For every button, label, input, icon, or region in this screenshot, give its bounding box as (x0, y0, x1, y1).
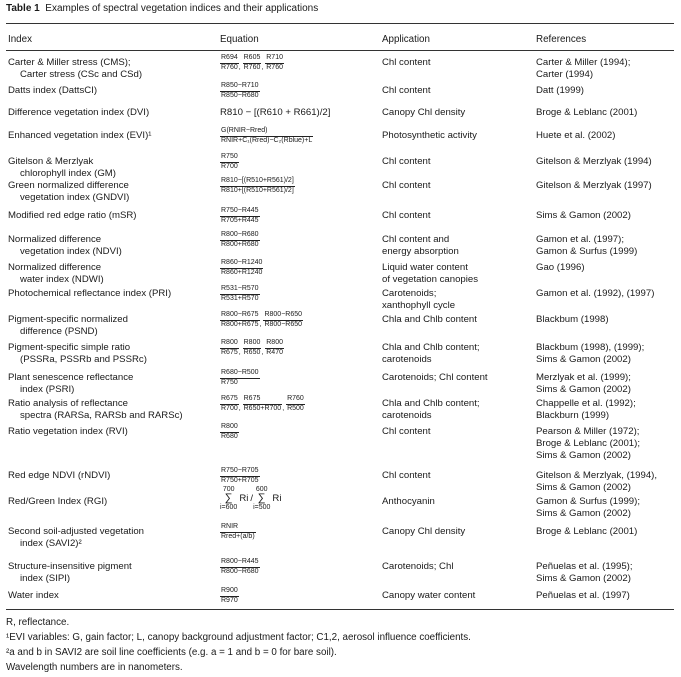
fraction-denominator: RNIR+C₁(Rred)−C₂(Rblue)+L (221, 136, 313, 144)
fraction-numerator: R800 (243, 339, 262, 349)
equation-cell (220, 153, 239, 171)
application-cell-line: Chla and Chlb content; (382, 342, 480, 353)
index-cell-line: Gitelson & Merzlyak (8, 156, 94, 167)
fraction-denominator: R970 (221, 596, 238, 604)
application-cell-line: Chl content (382, 180, 431, 191)
index-cell-line: Normalized difference (8, 262, 102, 273)
fraction (220, 467, 260, 485)
header-references: References (536, 34, 587, 45)
reference-cell-line: Broge & Leblanc (2001); (536, 438, 640, 449)
fraction-denominator: R650+R700 (243, 404, 282, 412)
sigma-icon: ∑ (257, 492, 266, 504)
index-cell-line: Second soil-adjusted vegetation (8, 526, 145, 537)
sum-term: Ri (239, 492, 249, 504)
reference-cell-line: Sims & Gamon (2002) (536, 384, 631, 395)
fraction (265, 339, 284, 357)
footnote-evi: ¹EVI variables: G, gain factor; L, canopy background adjustment factor; C1,2, aerosol influence coefficients. (6, 632, 471, 643)
fraction-numerator: R531−R570 (220, 285, 260, 295)
reference-cell-line: Blackburn (1999) (536, 410, 610, 421)
reference-cell-line: Carter & Miller (1994); (536, 57, 631, 68)
index-cell-line: (PSSRa, PSSRb and PSSRc) (20, 354, 147, 365)
equation-cell (220, 587, 239, 605)
index-cell-line: Difference vegetation index (DVI) (8, 107, 150, 118)
equation-cell (220, 107, 330, 118)
fraction (286, 395, 305, 413)
fraction-numerator: R800−R680 (220, 231, 260, 241)
fraction-numerator: R860−R1240 (220, 259, 263, 269)
fraction-numerator: R810−[(R510+R561)/2] (220, 177, 295, 187)
index-cell-line: vegetation index (NDVI) (20, 246, 122, 257)
fraction-denominator: R750 (221, 378, 238, 386)
application-cell-line: Liquid water content (382, 262, 468, 273)
fraction (220, 423, 239, 441)
fraction-denominator: Rred+(a/b) (221, 532, 255, 540)
reference-cell-line: Peñuelas et al. (1995); (536, 561, 633, 572)
index-cell-line: Green normalized difference (8, 180, 129, 191)
reference-cell-line: Blackbum (1998) (536, 314, 609, 325)
fraction-numerator: R750 (220, 153, 239, 163)
equation-cell: $\frac{R800}{R675}$ , $\frac{R800}{R650}$ , $\frac{R800}{R470}$ (221, 339, 283, 356)
index-cell-line: Ratio vegetation index (RVI) (8, 426, 128, 437)
index-cell-line: spectra (RARSa, RARSb and RARSc) (20, 410, 183, 421)
footnote-reflectance: R, reflectance. (6, 617, 70, 628)
index-cell-line: Normalized difference (8, 234, 102, 245)
equation-cell (220, 207, 260, 225)
reference-cell-line: Peñuelas et al. (1997) (536, 590, 630, 601)
equation-cell (220, 259, 263, 277)
application-cell-line: of vegetation canopies (382, 274, 479, 285)
index-cell-line: Modified red edge ratio (mSR) (8, 210, 137, 221)
index-cell-line: Enhanced vegetation index (EVI)¹ (8, 130, 152, 141)
fraction (220, 177, 295, 195)
application-cell-line: Chla and Chlb content; (382, 398, 480, 409)
bottom-rule (6, 609, 674, 610)
fraction (220, 54, 239, 72)
fraction (220, 259, 263, 277)
fraction (220, 285, 260, 303)
application-cell-line: Chl content (382, 426, 431, 437)
application-cell-line: Carotenoids; Chl content (382, 372, 488, 383)
table-label: Table 1 (6, 3, 40, 14)
index-cell-line: Red/Green Index (RGI) (8, 496, 108, 507)
application-cell-line: Chl content (382, 57, 431, 68)
fraction-numerator: R800−R445 (220, 558, 260, 568)
fraction-numerator: R800 (220, 423, 239, 433)
application-cell-line: Chl content (382, 85, 431, 96)
top-rule (6, 23, 674, 24)
fraction (243, 339, 262, 357)
sum-upper: 600 (255, 486, 268, 493)
index-cell-line: vegetation index (GNDVI) (20, 192, 130, 203)
equation-cell (220, 486, 283, 511)
fraction-denominator: R760 (243, 63, 261, 71)
fraction (220, 207, 260, 225)
fraction-numerator: R605 (243, 54, 262, 64)
fraction (263, 311, 303, 329)
application-cell-line: Canopy Chl density (382, 526, 466, 537)
application-cell-line: carotenoids (382, 354, 432, 365)
equation-cell (220, 467, 260, 485)
fraction-numerator: R694 (220, 54, 239, 64)
index-cell-line: Ratio analysis of reflectance (8, 398, 128, 409)
index-cell-line: Datts index (DattsCI) (8, 85, 98, 96)
fraction (220, 231, 260, 249)
fraction-numerator: G(RNIR−Rred) (220, 127, 313, 137)
application-cell-line: Photosynthetic activity (382, 130, 477, 141)
fraction-denominator: R700 (221, 162, 238, 170)
reference-cell-line: Sims & Gamon (2002) (536, 482, 631, 493)
fraction-denominator: R700 (221, 404, 238, 412)
application-cell-line: carotenoids (382, 410, 432, 421)
sigma-icon: ∑ (224, 492, 233, 504)
index-cell-line: Photochemical reflectance index (PRI) (8, 288, 172, 299)
fraction-denominator: R800−R650 (264, 320, 303, 328)
fraction (220, 395, 239, 413)
reference-cell-line: Datt (1999) (536, 85, 584, 96)
application-cell-line: Carotenoids; Chl (382, 561, 454, 572)
sum-term: Ri (272, 492, 282, 504)
fraction-numerator: RNIR (220, 523, 256, 533)
reference-cell-line: Sims & Gamon (2002) (536, 573, 631, 584)
index-cell-line: index (SAVI2)² (20, 538, 82, 549)
equation-cell (220, 558, 260, 576)
fraction-numerator: R710 (265, 54, 284, 64)
reference-cell-line: Gamon & Surfus (1999) (536, 246, 638, 257)
index-cell-line: Structure-insensitive pigment (8, 561, 132, 572)
fraction-numerator: R760 (286, 395, 305, 405)
application-cell-line: Canopy Chl density (382, 107, 466, 118)
application-cell-line: Anthocyanin (382, 496, 435, 507)
fraction (220, 127, 313, 145)
fraction (243, 395, 283, 413)
fraction-denominator: R680 (221, 432, 238, 440)
sum-separator: / (250, 492, 254, 504)
fraction (220, 311, 260, 329)
application-cell-line: Canopy water content (382, 590, 476, 601)
reference-cell-line: Gamon et al. (1997); (536, 234, 624, 245)
fraction-numerator: R850−R710 (220, 82, 260, 92)
fraction-denominator: R675 (221, 348, 238, 356)
fraction (265, 54, 284, 72)
equation-text: R810 − [(R610 + R661)/2] (220, 107, 331, 118)
reference-cell-line: Gitelson & Merzlyak (1994) (536, 156, 652, 167)
footnote-wavelength: Wavelength numbers are in nanometers. (6, 662, 183, 673)
fraction-denominator: R760 (221, 63, 238, 71)
reference-cell-line: Merzlyak et al. (1999); (536, 372, 631, 383)
application-cell-line: Chl content (382, 470, 431, 481)
fraction-denominator: R810+[(R510+R561)/2] (221, 186, 294, 194)
application-cell-line: Chl content (382, 210, 431, 221)
equation-cell (220, 177, 295, 195)
equation-cell (220, 231, 260, 249)
table-caption (6, 3, 318, 14)
fraction-denominator: R531+R570 (221, 294, 259, 302)
fraction-denominator: R760 (266, 63, 283, 71)
reference-cell-line: Gao (1996) (536, 262, 585, 273)
index-cell-line: chlorophyll index (GM) (20, 168, 116, 179)
equation-cell (220, 285, 260, 303)
sum-lower: i=600 (220, 504, 238, 511)
reference-cell-line: Blackbum (1998), (1999); (536, 342, 645, 353)
reference-cell-line: Gamon et al. (1992), (1997) (536, 288, 655, 299)
reference-cell-line: Pearson & Miller (1972); (536, 426, 640, 437)
index-cell-line: Red edge NDVI (rNDVI) (8, 470, 111, 481)
equation-cell (220, 82, 260, 100)
equation-cell (220, 127, 313, 145)
fraction (220, 339, 239, 357)
reference-cell-line: Huete et al. (2002) (536, 130, 616, 141)
index-cell-line: index (PSRI) (20, 384, 75, 395)
fraction-numerator: R900 (220, 587, 239, 597)
index-cell-line: water index (NDWI) (20, 274, 104, 285)
fraction-numerator: R750−R705 (220, 467, 260, 477)
fraction (220, 523, 256, 541)
equation-cell (220, 523, 256, 541)
reference-cell-line: Broge & Leblanc (2001) (536, 107, 638, 118)
application-cell-line: Chl content and (382, 234, 450, 245)
footnote-savi2: ²a and b in SAVI2 are soil line coefficients (e.g. a = 1 and b = 0 for bare soil). (6, 647, 337, 658)
table-title: Examples of spectral vegetation indices and their applications (45, 3, 319, 14)
fraction-denominator: R750+R705 (221, 476, 259, 484)
header-index: Index (8, 34, 32, 45)
summation (253, 486, 270, 511)
fraction (220, 369, 260, 387)
fraction-numerator: R800 (265, 339, 284, 349)
fraction-numerator: R800−R650 (263, 311, 303, 321)
equation-cell (220, 369, 260, 387)
header-rule (6, 50, 674, 51)
fraction (220, 587, 239, 605)
application-cell-line: Chl content (382, 156, 431, 167)
equation-cell: $\frac{R675}{R700}$ , $\frac{R675}{R650+R700}$ , $\frac{R760}{R500}$ (221, 395, 304, 412)
reference-cell-line: Broge & Leblanc (2001) (536, 526, 638, 537)
index-cell-line: index (SIPI) (20, 573, 71, 584)
fraction (220, 153, 239, 171)
reference-cell-line: Carter (1994) (536, 69, 594, 80)
index-cell-line: Pigment-specific normalized (8, 314, 128, 325)
application-cell-line: xanthophyll cycle (382, 300, 456, 311)
equation-cell: $\frac{R694}{R760}$ , $\frac{R605}{R760}$ , $\frac{R710}{R760}$ (221, 54, 283, 71)
reference-cell-line: Sims & Gamon (2002) (536, 210, 631, 221)
index-cell-line: difference (PSND) (20, 326, 98, 337)
fraction-denominator: R470 (266, 348, 283, 356)
reference-cell-line: Gamon & Surfus (1999); (536, 496, 640, 507)
fraction-denominator: R650 (243, 348, 261, 356)
fraction-denominator: R800+R675 (221, 320, 259, 328)
reference-cell-line: Sims & Gamon (2002) (536, 508, 631, 519)
fraction-numerator: R750−R445 (220, 207, 260, 217)
fraction-denominator: R800−R680 (221, 567, 259, 575)
reference-cell-line: Sims & Gamon (2002) (536, 450, 631, 461)
application-cell-line: Carotenoids; (382, 288, 437, 299)
reference-cell-line: Sims & Gamon (2002) (536, 354, 631, 365)
fraction-denominator: R500 (287, 404, 304, 412)
fraction (220, 558, 260, 576)
application-cell-line: energy absorption (382, 246, 459, 257)
sum-lower: i=500 (253, 504, 271, 511)
fraction (220, 82, 260, 100)
fraction-numerator: R800 (220, 339, 239, 349)
header-application: Application (382, 34, 430, 45)
fraction-denominator: R705+R445 (221, 216, 259, 224)
index-cell-line: Water index (8, 590, 59, 601)
fraction-numerator: R680−R500 (220, 369, 260, 379)
application-cell-line: Chla and Chlb content (382, 314, 477, 325)
fraction-numerator: R800−R675 (220, 311, 260, 321)
reference-cell-line: Chappelle et al. (1992); (536, 398, 636, 409)
fraction-denominator: R860+R1240 (221, 268, 263, 276)
reference-cell-line: Gitelson & Merzlyak, (1994), (536, 470, 658, 481)
fraction-numerator: R675 (220, 395, 239, 405)
sum-upper: 700 (222, 486, 235, 493)
summation (220, 486, 237, 511)
fraction-numerator: R675 (243, 395, 283, 405)
reference-cell-line: Gitelson & Merzlyak (1997) (536, 180, 652, 191)
fraction-denominator: R850−R680 (221, 91, 259, 99)
index-cell-line: Pigment-specific simple ratio (8, 342, 131, 353)
index-cell-line: Carter stress (CSc and CSd) (20, 69, 143, 80)
fraction-denominator: R800+R680 (221, 240, 259, 248)
index-cell-line: Plant senescence reflectance (8, 372, 134, 383)
index-cell-line: Carter & Miller stress (CMS); (8, 57, 131, 68)
header-equation: Equation (220, 34, 259, 45)
equation-cell: $\frac{R800-R675}{R800+R675}$ , $\frac{R800-R650}{R800-R650}$ (221, 311, 303, 328)
equation-cell (220, 423, 239, 441)
fraction (243, 54, 262, 72)
